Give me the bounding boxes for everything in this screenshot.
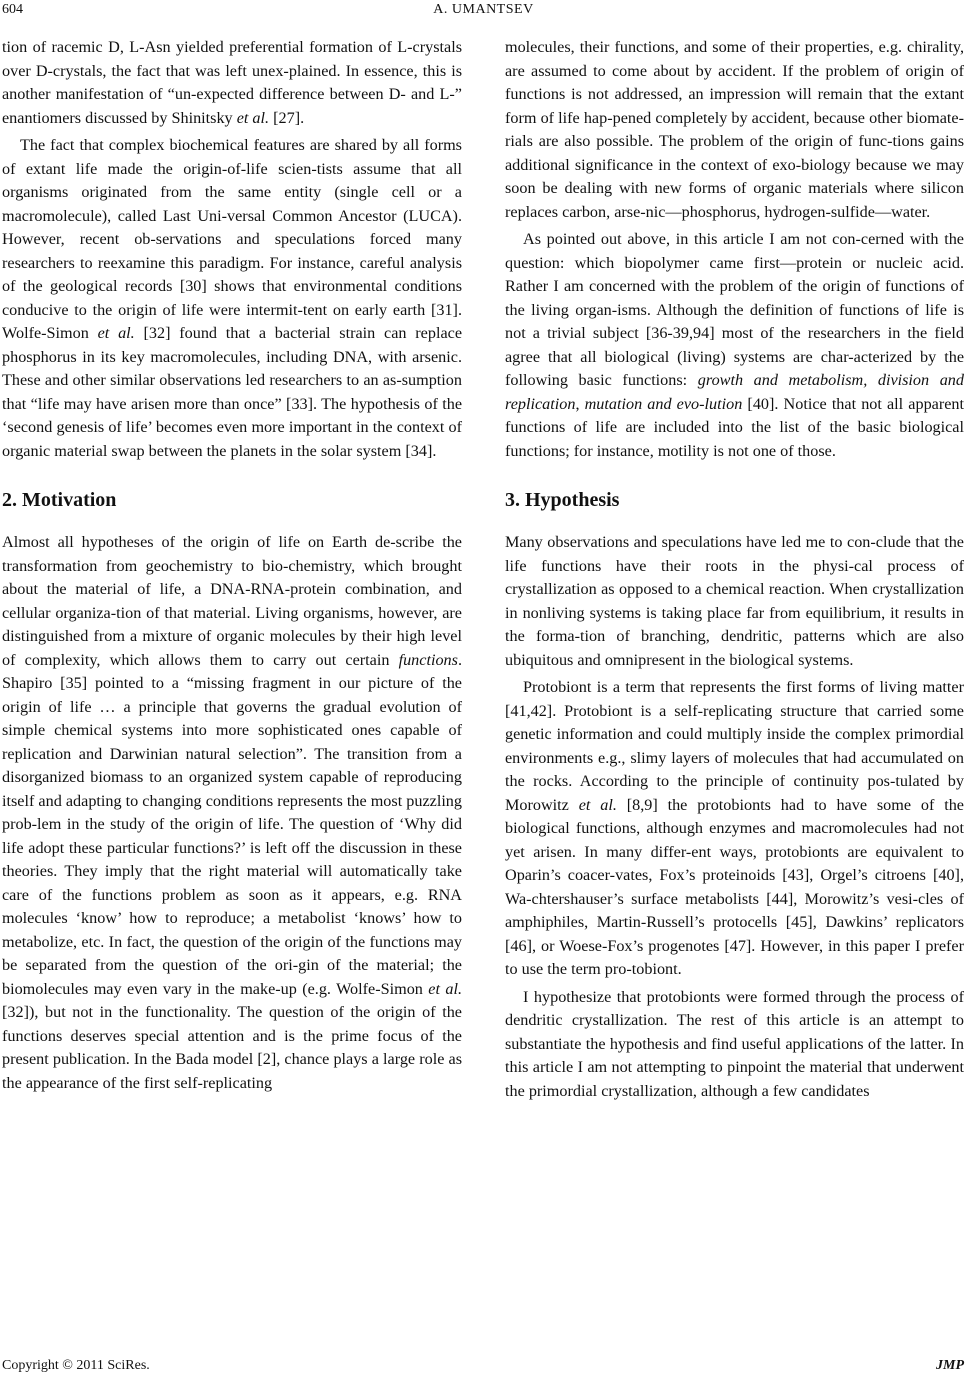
journal-abbreviation: JMP <box>936 1358 964 1373</box>
copyright-notice: Copyright © 2011 SciRes. <box>2 1358 150 1373</box>
paragraph: Many observations and speculations have led me to con-clude that the life functions have their roots in the physi-cal process of crystallization as opposed to a chemical reaction. When crystallization in nonliving systems is taking place far from equilibrium, it results in the forma-tion of branching, dendritic, patterns which are also ubiquitous and omnipresent in the biological systems. <box>505 533 964 669</box>
paragraph: Protobiont is a term that represents the first forms of living matter [41,42]. Protobiont is a self-replicating structure that carried some genetic information and could multiply inside the complex primordial environments e.g., slimy layers of molecules that had accumulated on the rocks. According to the principle of continuity pos-tulated by Morowitz et al. [8,9] the protobionts had to have some of the biological functions, although enzymes and macromolecules had not yet arisen. In many differ-ent ways, protobionts are equivalent to Oparin’s coacer-vates, Fox’s proteinoids [43], Orgel’s citroens [40], Wa-chtershauser’s surface metabolists [44], Morowitz’s vesi-cles of amphiphiles, Martin-Russell’s protocells [45], Dawkins’ replicators [46], or Woese-Fox’s progenotes [47]. However, in this paper I prefer to use the term pro-tobiont. <box>505 678 964 978</box>
left-column <box>2 36 462 1095</box>
page-footer <box>0 1358 967 1382</box>
section-heading-hypothesis: 3. Hypothesis <box>505 489 620 511</box>
paragraph: Almost all hypotheses of the origin of life on Earth de-scribe the transformation from geochemistry to bio-chemistry, which brought about the material of life, a DNA-RNA-protein combination, and cellular organiza-tion of that material. Living organisms, however, are distinguished from a mixture of organic molecules by their high level of complexity, which allows them to carry out certain functions. Shapiro [35] pointed to a “missing fragment in our picture of the origin of life … a principle that governs the gradual evolution of simple chemical systems into more sophisticated ones capable of replication and Darwinian natural selection”. The transition from a disorganized biomass to an organized system capable of reproducing itself and adapting to changing conditions represents the most puzzling prob-lem in the study of the origin of life. The question of ‘Why did life adopt these particular functions?’ is left off the discussion in these theories. They imply that the right material will automatically take care of the functions problem as soon as it appears, e.g. RNA molecules ‘know’ how to reproduce; a metabolist ‘knows’ how to metabolize, etc. In fact, the question of the origin of the functions may be separated from the question of the ori-gin of the material; the biomolecules may even vary in the make-up (e.g. Wolfe-Simon et al. [32]), but not in the functionality. The question of the origin of the functions deserves special attention and is the prime focus of the present publication. In the Bada model [2], chance plays a large role as the appearance of the first self-replicating <box>2 533 462 1092</box>
paragraph: I hypothesize that protobionts were formed through the process of dendritic crystallization. The rest of this article is an attempt to substantiate the hypothesis and find useful applications of the latter. In this article I am not attempting to pinpoint the material that underwent the primordial crystallization, although a few candidates <box>505 987 964 1100</box>
paragraph: tion of racemic D, L-Asn yielded preferential formation of L-crystals over D-crystals, the fact that was left unex-plained. In essence, this is another manifestation of “un-expected difference between D- and L-” enantiomers discussed by Shinitsky et al. [27]. <box>2 38 462 127</box>
running-head-author: A. UMANTSEV <box>433 2 534 17</box>
right-column <box>505 36 964 1103</box>
page-number: 604 <box>2 2 23 17</box>
section-heading-motivation: 2. Motivation <box>2 489 117 511</box>
page-header <box>0 0 967 26</box>
paragraph: molecules, their functions, and some of their properties, e.g. chirality, are assumed to come about by accident. If the problem of origin of functions is not addressed, an impression will remain that the extant form of life hap-pened completely by accident, because other biomate-rials are also possible. The problem of the origin of func-tions gains additional significance in the context of exo-biology because we may soon be dealing with new forms of organic materials where silicon replaces carbon, arse-nic—phosphorus, hydrogen-sulfide—water. <box>505 38 964 221</box>
paragraph: The fact that complex biochemical features are shared by all forms of extant life made the origin-of-life scien-tists assume that all organisms originated from the same entity (single cell or a macromolecule), called Last Uni-versal Common Ancestor (LUCA). However, recent ob-servations and speculations forced many researchers to reexamine this paradigm. For instance, careful analysis of the geological records [30] shows that environmental conditions conducive to the origin of life were intermit-tent on early earth [31]. Wolfe-Simon et al. [32] found that a bacterial strain can replace phosphorus in its key macromolecules, including DNA, with arsenic. These and other similar observations led researchers to an as-sumption that “life may have arisen more than once” [33]. The hypothesis of the ‘second genesis of life’ becomes even more important in the context of organic material swap between the planets in the solar system [34]. <box>2 136 462 460</box>
paragraph: As pointed out above, in this article I am not con-cerned with the question: which biopolymer came first—protein or nucleic acid. Rather I am concerned with the problem of the origin of functions of the living organ-isms. Although the definition of functions of life is not a trivial subject [36-39,94] most of the researchers in the field agree that all biological (living) systems are char-acterized by the following basic functions: growth and metabolism, division and replication, mutation and evo-lution [40]. Notice that not all apparent functions of life are included into the list of the basic biological functions; for instance, motility is not one of those. <box>505 230 965 460</box>
